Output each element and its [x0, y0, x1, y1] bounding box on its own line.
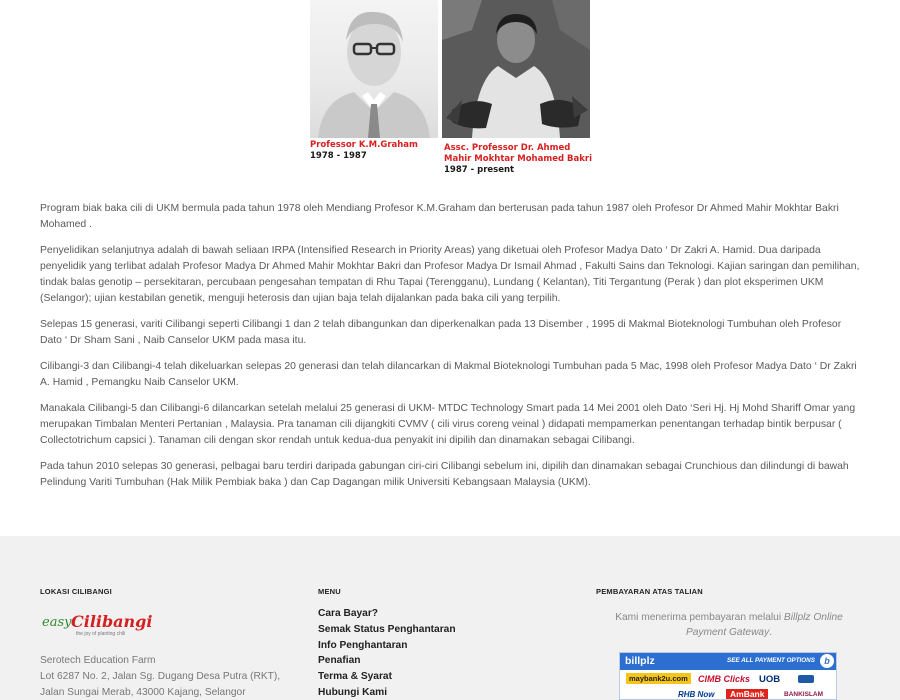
- article-paragraph: Selepas 15 generasi, variti Cilibangi seperti Cilibangi 1 dan 2 telah dibangunkan dan diperkenalkan pada 13 Disember , 1995 di Makmal Bioteknologi Tumbuhan oleh Profesor Dato ‘ Dr Sham Sani , Naib Canselor UKM pada masa itu.: [40, 319, 842, 346]
- badge-header: [620, 653, 836, 670]
- see-all-options-link[interactable]: SEE ALL PAYMENT OPTIONS: [727, 657, 815, 664]
- rhb-now-logo: RHB Now: [678, 690, 715, 699]
- site-footer: [0, 536, 900, 700]
- address-block: [40, 653, 280, 700]
- payment-text-prefix: Kami menerima pembayaran melalui: [615, 612, 784, 623]
- article-paragraph: Pada tahun 2010 selepas 30 generasi, pelbagai baru terdiri daripada gabungan ciri-ciri Cilibangi sebelum ini, dipilih dan dinamakan sebagai Crunchious dan dilindungi di bawah Pelindung Variti Tumbuhan (Hak Milik Pembiak baka ) dan Cap Dagangan milik Universiti Kebangsaan Malaysia (UKM).: [40, 461, 849, 488]
- address-line: Serotech Education Farm: [40, 655, 156, 666]
- billplz-payment-badge[interactable]: [619, 652, 837, 700]
- footer-menu: [318, 606, 456, 700]
- article-paragraph: Manakala Cilibangi-5 dan Cilibangi-6 dilancarkan setelah melalui 25 generasi di UKM- MTDC Technology Smart pada 14 Mei 2001 oleh Dato ‘Seri Hj. Hj Mohd Shariff Omar yang merupakan Timbalan Menteri Pertanian , Malaysia. Pra tanaman cili dijangkiti CVMV ( cili virus coreng veinal ) didapati mempamerkan penentangan terhadap bintik berpusar ( Collectotrichum capsici ). Tanaman cili dengan skor rendah untuk kedua-dua penyakit ini dipilih dan dinamakan sebagai Cilibangi.: [40, 403, 856, 446]
- article-paragraph: Penyelidikan selanjutnya adalah di bawah seliaan IRPA (Intensified Research in Priority Areas) yang diketuai oleh Profesor Madya Dato ‘ Dr Zakri A. Hamid. Dua daripada penyelidik yang terlibat adalah Profesor Madya Dr Ahmed Mahir Mokhtar Bakri dan Profesor Madya Dr Ismail Ahmad , Fakulti Sains dan Teknologi. Kajian saringan dan pemilihan, tindak balas genotip – persekitaran, percubaan pengesahan tempatan di Rhu Tapai (Terengganu), Lundang ( Kelantan), Titi Tergantung (Perak ) dan plot eksperimen UKM (Selangor); ujian kestabilan genetik, menguji heterosis dan ujian baja telah dijalankan pada baka cili yang terpilih.: [40, 245, 860, 304]
- ahmed-caption-line2: Mahir Mokhtar Mohamed Bakri: [444, 154, 592, 164]
- menu-heading: MENU: [318, 587, 341, 596]
- billplz-link[interactable]: Billplz Online Payment Gateway: [685, 612, 843, 638]
- billplz-logo: billplz: [625, 655, 655, 667]
- article-paragraph: Program biak baka cili di UKM bermula pada tahun 1978 oleh Mendiang Profesor K.M.Graham dan berterusan pada tahun 1987 oleh Profesor Dr Ahmed Mahir Mokhtar Bakri Mohamed .: [40, 203, 839, 230]
- menu-item-hubungi-kami[interactable]: Hubungi Kami: [318, 686, 388, 698]
- graham-years: 1978 - 1987: [310, 151, 367, 161]
- cimb-clicks-logo: CIMB Clicks: [698, 674, 751, 684]
- payment-text-suffix: .: [769, 627, 773, 638]
- logo-tagline: the joy of planting chili: [76, 631, 126, 637]
- article-body: [40, 201, 860, 501]
- easy-cilibangi-logo[interactable]: [40, 612, 160, 638]
- menu-item-cara-bayar[interactable]: Cara Bayar?: [318, 608, 379, 619]
- graham-portrait-photo: [310, 0, 438, 138]
- menu-item-terma-syarat[interactable]: Terma & Syarat: [318, 671, 392, 683]
- address-line: Lot 6287 No. 2, Jalan Sg. Dugang Desa Putra (RKT),: [40, 671, 281, 682]
- payment-description: [606, 610, 852, 640]
- ahmed-caption-line1: Assc. Professor Dr. Ahmed: [444, 143, 571, 153]
- article-paragraph: Cilibangi-3 dan Cilibangi-4 telah dikeluarkan selepas 20 generasi dan telah dilancarkan di Makmal Bioteknologi Tumbuhan pada 5 Mac, 1998 oleh Profesor Madya Dato ‘ Dr Zakri A. Hamid , Pemangku Naib Canselor UKM.: [40, 361, 857, 388]
- payment-heading: PEMBAYARAN ATAS TALIAN: [596, 587, 703, 596]
- ahmed-mahir-photo: [442, 0, 590, 138]
- billplz-b-icon: b: [820, 654, 834, 668]
- menu-item-info-penghantaran[interactable]: Info Penghantaran: [318, 639, 408, 651]
- address-line: Jalan Sungai Merab, 43000 Kajang, Selangor: [40, 687, 246, 698]
- menu-item-penafian[interactable]: Penafian: [318, 655, 361, 667]
- logo-brand-text: Cilibangi: [71, 612, 153, 631]
- uob-logo: UOB: [759, 674, 781, 685]
- bankislam-logo: BANKISLAM: [784, 691, 823, 698]
- card-icon: [798, 675, 814, 683]
- maybank2u-logo: maybank2u.com: [626, 673, 691, 684]
- logo-easy-text: easy: [42, 615, 72, 630]
- ahmed-years: 1987 - present: [444, 165, 515, 175]
- graham-caption: Professor K.M.Graham: [310, 140, 418, 150]
- ambank-logo: AmBank: [726, 689, 768, 699]
- location-heading: LOKASI CILIBANGI: [40, 587, 112, 596]
- founders-photo: [308, 0, 591, 180]
- menu-item-semak-status[interactable]: Semak Status Penghantaran: [318, 623, 456, 635]
